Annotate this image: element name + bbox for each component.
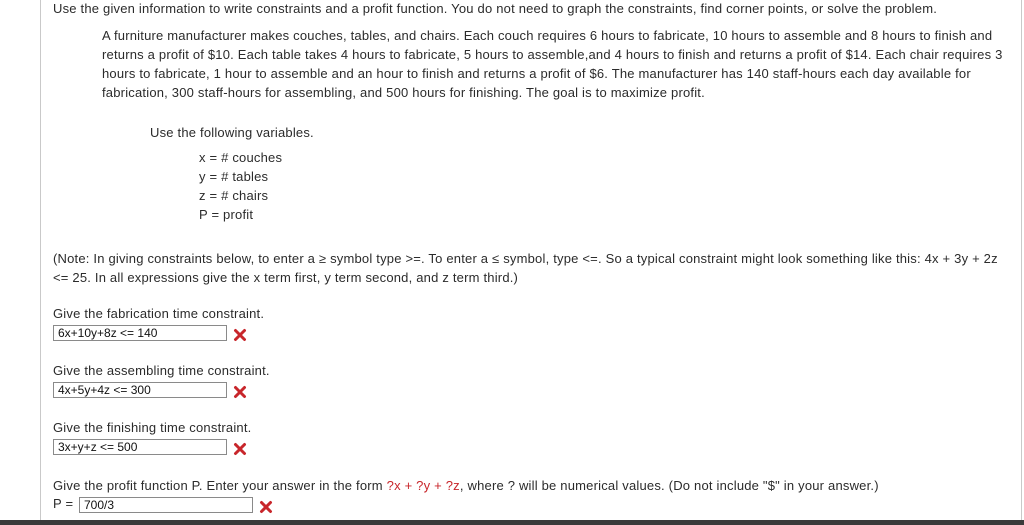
profit-question xyxy=(53,478,879,494)
profit-question-text: Give the profit function P. Enter your answer in the form xyxy=(53,478,387,493)
wrong-x-icon xyxy=(233,442,247,456)
finishing-answer-input[interactable] xyxy=(53,439,227,455)
variable-y: y = # tables xyxy=(199,169,269,184)
profit-prefix: P = xyxy=(53,496,74,511)
variable-x: x = # couches xyxy=(199,150,283,165)
wrong-x-icon xyxy=(233,385,247,399)
fabrication-answer-input[interactable] xyxy=(53,325,227,341)
problem-statement: A furniture manufacturer makes couches, tables, and chairs. Each couch requires 6 hours to fabricate, 10 hours to assemble and 8 hours to finish and returns a profit of $10. Each table takes 4 hours to fabricate, 5 hours to assemble,and 4 hours to finish and returns a profit of $14. Each chair requires 3 hours to fabricate, 1 hour to assemble and an hour to finish and returns a profit of $6. The manufacturer has 140 staff-hours each day available for fabrication, 300 staff-hours for assembling, and 500 hours for finishing. The goal is to maximize profit. xyxy=(102,28,1003,100)
note: (Note: In giving constraints below, to enter a ≥ symbol type >=. To enter a ≤ symbol, type <=. So a typical constraint might look something like this: 4x + 3y + 2z <= 25. In all expressions give the x term first, y term second, and z term third.) xyxy=(53,251,998,285)
wrong-x-icon xyxy=(233,328,247,342)
variable-p: P = profit xyxy=(199,207,254,222)
profit-question-text-end: , where ? will be numerical values. (Do not include "$" in your answer.) xyxy=(459,478,879,493)
profit-answer-input[interactable] xyxy=(79,497,253,513)
instructions: Use the given information to write constraints and a profit function. You do not need to graph the constraints, find corner points, or solve the problem. xyxy=(53,1,938,16)
wrong-x-icon xyxy=(259,500,273,514)
variables-intro: Use the following variables. xyxy=(150,125,314,140)
finishing-question: Give the finishing time constraint. xyxy=(53,420,252,435)
fabrication-question: Give the fabrication time constraint. xyxy=(53,306,265,321)
assembling-question: Give the assembling time constraint. xyxy=(53,363,270,378)
assembling-answer-input[interactable] xyxy=(53,382,227,398)
variable-z: z = # chairs xyxy=(199,188,269,203)
bottom-bar xyxy=(0,520,1024,525)
answer-form-hint: ?x + ?y + ?z xyxy=(386,478,460,493)
